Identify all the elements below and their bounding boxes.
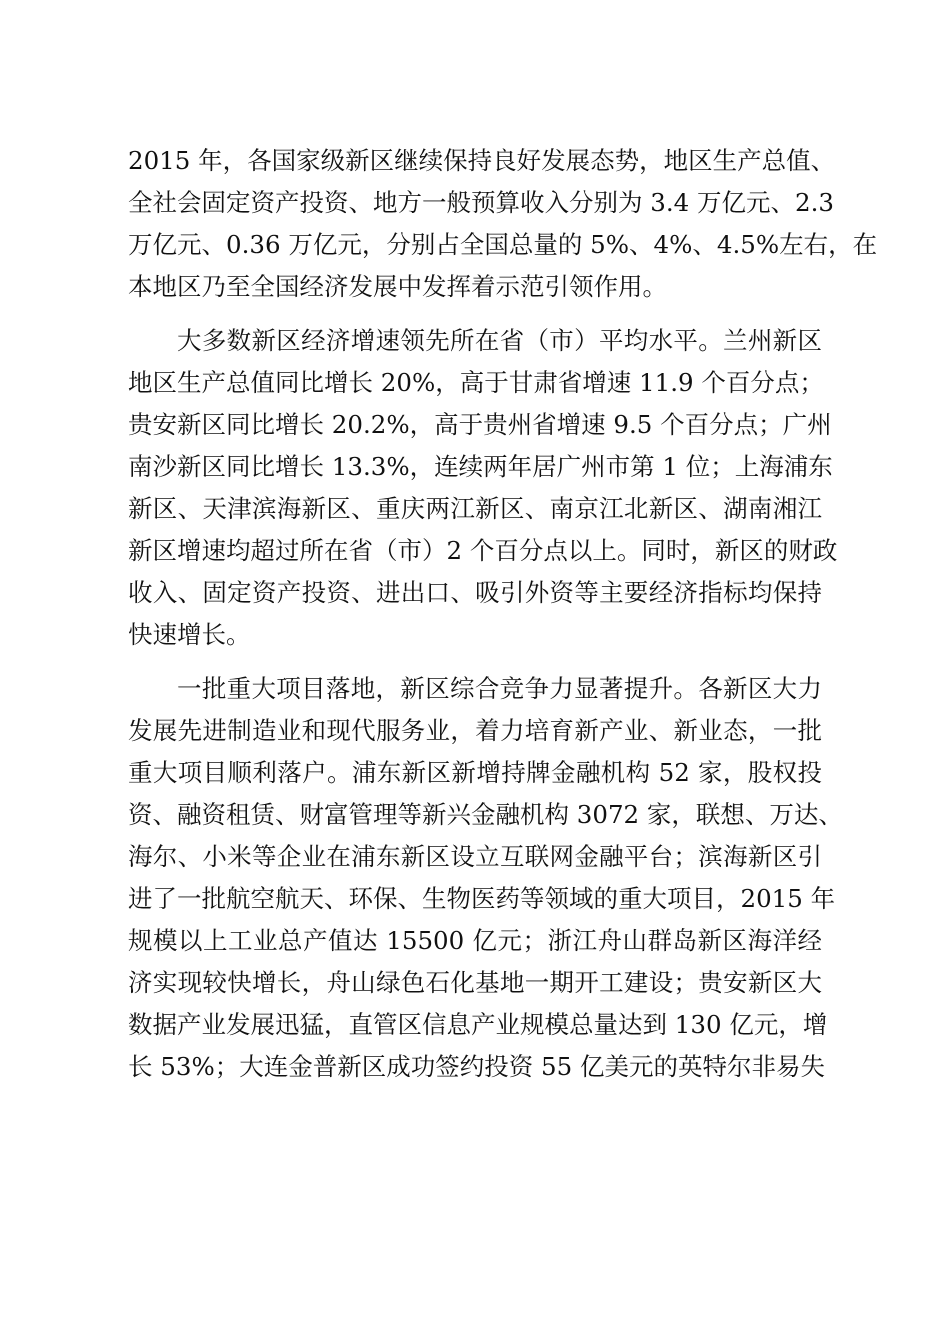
text-line: 数据产业发展迅猛，直管区信息产业规模总量达到 130 亿元，增 xyxy=(128,1010,828,1039)
text-line: 地区生产总值同比增长 20%，高于甘肃省增速 11.9 个百分点； xyxy=(128,368,824,397)
text-line: 快速增长。 xyxy=(128,620,251,649)
text-line: 新区增速均超过所在省（市）2 个百分点以上。同时，新区的财政 xyxy=(128,536,838,565)
text-line: 进了一批航空航天、环保、生物医药等领域的重大项目，2015 年 xyxy=(128,884,836,913)
paragraph-summary xyxy=(128,140,878,308)
document-body xyxy=(128,140,878,1088)
text-line: 一批重大项目落地，新区综合竞争力显著提升。各新区大力 xyxy=(177,674,822,703)
text-line: 本地区乃至全国经济发展中发挥着示范引领作用。 xyxy=(128,272,667,301)
text-line: 大多数新区经济增速领先所在省（市）平均水平。兰州新区 xyxy=(177,326,822,355)
text-line: 济实现较快增长，舟山绿色石化基地一期开工建设；贵安新区大 xyxy=(128,968,822,997)
text-line: 全社会固定资产投资、地方一般预算收入分别为 3.4 万亿元、2.3 xyxy=(128,188,834,217)
text-line: 海尔、小米等企业在浦东新区设立互联网金融平台；滨海新区引 xyxy=(128,842,822,871)
text-line: 规模以上工业总产值达 15500 亿元；浙江舟山群岛新区海洋经 xyxy=(128,926,822,955)
text-line: 南沙新区同比增长 13.3%，连续两年居广州市第 1 位；上海浦东 xyxy=(128,452,833,481)
text-line: 2015 年，各国家级新区继续保持良好发展态势，地区生产总值、 xyxy=(128,146,836,175)
text-line: 长 53%；大连金普新区成功签约投资 55 亿美元的英特尔非易失 xyxy=(128,1052,825,1081)
text-line: 贵安新区同比增长 20.2%，高于贵州省增速 9.5 个百分点；广州 xyxy=(128,410,832,439)
paragraph-gap xyxy=(128,308,822,320)
text-line: 万亿元、0.36 万亿元，分别占全国总量的 5%、4%、4.5%左右，在 xyxy=(128,230,878,259)
paragraph-projects xyxy=(128,668,843,1088)
text-line: 资、融资租赁、财富管理等新兴金融机构 3072 家，联想、万达、 xyxy=(128,800,843,829)
text-line: 新区、天津滨海新区、重庆两江新区、南京江北新区、湖南湘江 xyxy=(128,494,822,523)
text-line: 发展先进制造业和现代服务业，着力培育新产业、新业态，一批 xyxy=(128,716,822,745)
paragraph-growth xyxy=(128,320,838,656)
text-line: 重大项目顺利落户。浦东新区新增持牌金融机构 52 家，股权投 xyxy=(128,758,822,787)
paragraph-gap xyxy=(128,656,822,668)
text-line: 收入、固定资产投资、进出口、吸引外资等主要经济指标均保持 xyxy=(128,578,822,607)
